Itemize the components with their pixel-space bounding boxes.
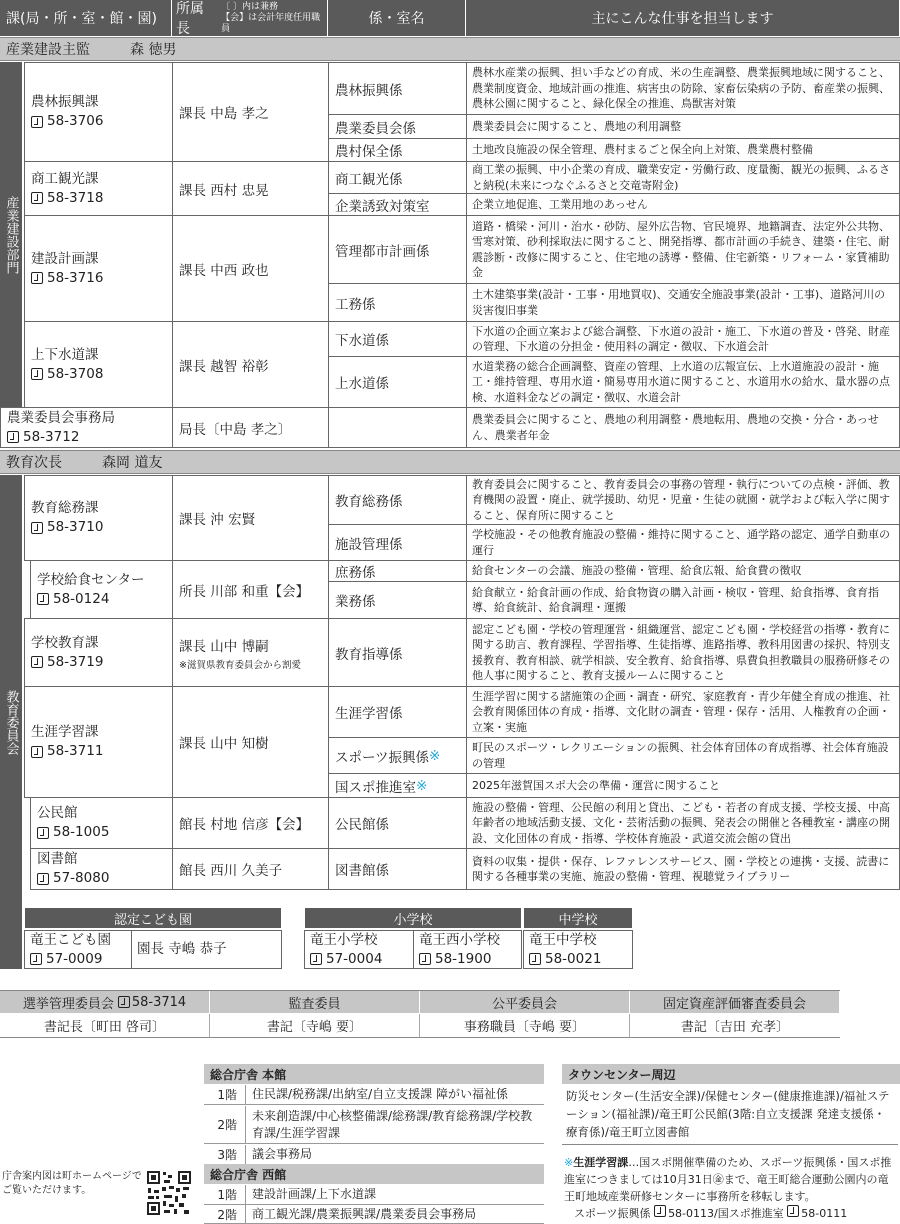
town-title-label: タウンセンター周辺 [568,1067,676,1082]
section-name: 公民館係 [335,817,389,833]
sec-gesui-2 [328,356,467,408]
floor-label: 1階 [204,1085,246,1104]
note-mark: ※ [416,777,428,794]
chief-gakko [172,618,329,687]
town-note-phone2: 58-0111 [801,1207,848,1220]
phone-row [37,590,166,609]
header-col-section [328,0,466,36]
floor-label: 2階 [204,1205,246,1223]
sec-gesui-1 [328,321,467,357]
phone-row [419,950,516,969]
section-name: 上水道係 [335,376,389,392]
phone-icon [31,746,43,758]
phone-icon [37,593,49,605]
committee-person: 書記長〔町田 啓司〕 [43,1020,166,1035]
school-name: 竜王中学校 [529,931,597,948]
phone-icon [310,953,322,965]
qr-code-icon[interactable] [146,1170,192,1216]
desc-nogyoiinkai [466,407,900,448]
chief-kyushoku [172,560,329,619]
chief-name: 所長 川部 和重【会】 [179,583,310,600]
sangyo-band-title: 産業建設主監 [6,42,90,58]
section-name: スポーツ振興係 [335,749,429,766]
dept-nogyoiinkai [0,407,173,448]
desc-shogai-1 [466,686,900,738]
phone-icon [30,953,42,965]
committee-person: 書記〔吉田 充孝〕 [680,1020,790,1035]
desc-gakko-1 [466,618,900,687]
kyoiku-vertical-label: 教育委員会 [0,475,22,969]
committee-name: 選挙管理委員会 [22,996,114,1012]
duties-text: 農業委員会に関すること、農地の利用調整 [472,119,681,133]
floor-rooms: 住民課/税務課/出納室/自立支援課 障がい福祉係 [252,1087,508,1101]
committee-header-3 [420,991,630,1013]
dept-name: 公民館 [37,805,78,821]
school-name: 竜王西小学校 [419,931,500,948]
header-chief-label: 所属長 [176,1,204,37]
sec-shoko-1 [328,161,467,194]
duties-text: 教育委員会に関すること、教育委員会の事務の管理・執行についての点検・評価、教育機関の設置・廃止、就学援助、幼児・児童・生徒の就園・就学および転入学に関すること、保育所に関すること [472,477,890,522]
desc-somu-1 [466,475,900,525]
town-note-phone1-label: スポーツ振興係 [574,1207,651,1220]
phone-number: 58-3718 [47,189,104,206]
school-name: 竜王小学校 [310,931,378,948]
committee-body-1 [0,1014,210,1038]
chief-name: 課長 越智 裕彰 [179,358,269,375]
phone-number: 57-8080 [53,870,110,886]
desc-kyushoku-2 [466,581,900,619]
phone-icon [118,996,130,1008]
chief-toshokan [172,848,329,890]
sangyo-band-name: 森 徳男 [130,42,177,58]
note-mark: ※ [564,1156,574,1169]
phone-number: 58-0021 [545,950,602,967]
dept-toshokan [30,848,173,890]
shogakko-header-label: 小学校 [393,912,433,928]
desc-shoko-1 [466,161,900,194]
qr-note: 庁舎案内図は町ホームページでご覧いただけます。 [2,1171,142,1196]
committee-body-4 [630,1014,840,1038]
floor-main-row-3 [204,1145,544,1165]
dept-gesui [24,321,173,408]
phone-icon [37,827,49,839]
chief-kensetsu [172,215,329,322]
chief-name: 課長 沖 宏賢 [179,512,256,528]
section-name: 庶務係 [335,565,376,581]
section-name: 生涯学習係 [335,706,403,722]
floor-west-title-label: 総合庁舎 西館 [210,1167,287,1182]
desc-kominkan-1 [466,797,900,849]
header-chief-note2: 【会】は会計年度任用職員 [221,12,321,34]
phone-icon [7,431,19,443]
header-col-dept [0,0,172,36]
phone-number: 58-1900 [435,950,492,967]
sec-kyushoku-2 [328,581,467,619]
committee-phone: 58-3714 [131,994,187,1010]
chugakko-header-label: 中学校 [558,912,598,928]
town-note-phone1: 58-0113 [668,1207,715,1220]
town-note-text: …国スポ開催準備のため、スポーツ振興係・国スポ推進室につきましては10月31日㊎まで、竜王町総合運動公園内の竜王町地域産業研修センターに事務所を移転します。 [564,1156,892,1203]
kyoiku-band-name: 森岡 道友 [102,455,163,471]
phone-icon [31,656,43,668]
dept-name: 農業委員会事務局 [7,409,115,426]
section-name: 管理都市計画係 [335,243,430,260]
chief-name: 館長 村地 信彦【会】 [179,817,310,833]
header-duties-label: 主にこんな仕事を担当します [591,11,774,27]
chief-name: 園長 寺嶋 恭子 [137,941,227,957]
shogakko-header [304,907,522,929]
duties-text: 2025年滋賀国スポ大会の準備・運営に関すること [472,778,720,792]
floor-rooms: 議会事務局 [252,1147,313,1161]
nintei-header-label: 認定こども園 [113,912,192,928]
duties-text: 町民のスポーツ・レクリエーションの振興、社会体育団体の育成指導、社会体育施設の管理 [472,741,889,770]
chief-somu [172,475,329,561]
dept-somu [24,475,173,561]
phone-icon [654,1205,666,1217]
sec-nogyoiinkai [328,407,467,448]
header-section-label: 係・室名 [368,11,425,27]
floor-rooms: 未来創造課/中心核整備課/総務課/教育総務課/学校教育課/生涯学習課 [252,1108,533,1140]
note-mark: ※ [428,747,441,764]
desc-shoko-2 [466,193,900,216]
duties-text: 土木建築事業(設計・工事・用地買収)、交通安全施設事業(設計・工事)、道路河川の災害復旧事業 [472,288,886,317]
town-body [562,1087,898,1145]
sec-somu-2 [328,524,467,561]
section-name: 図書館係 [335,863,389,879]
floor-main-row-1 [204,1085,544,1105]
dept-name: 図書館 [37,851,78,867]
chief-shogai [172,686,329,798]
chief-name: 課長 山中 博嗣 [179,638,269,655]
phone-number: 58-3710 [47,519,104,535]
sec-toshokan-1 [328,848,467,890]
section-name: 商工観光係 [335,171,403,188]
duties-text: 道路・橋梁・河川・治水・砂防、屋外広告物、官民境界、地籍調査、法定外公共物、雪寒対策、砂利採取法に関すること、開発指導、都市計画の手続き、建築・住宅、耐震診断・改修に関すること、住宅地の誘導・整備、住宅新築・リフォーム・家賃補助金 [472,219,890,279]
phone-icon [31,522,43,534]
committee-header-4 [630,991,840,1013]
phone-row [37,869,166,888]
town-note-title: 生涯学習課 [573,1156,629,1169]
town-note-phone2-label: /国スポ推進室 [714,1207,784,1220]
duties-text: 施設の整備・管理、公民館の利用と貸出、こども・若者の育成支援、学校支援、中高年齢者の地域活動支援、文化・芸術活動の振興、発表会の開催と各種教室・講座の開設、文化団体の育成・指導、学校体育施設・武道交流会館の貸出 [472,800,890,845]
floor-west-row-1 [204,1185,544,1205]
committee-person: 書記〔寺嶋 要〕 [266,1020,363,1035]
phone-row [310,950,408,969]
phone-number: 57-0009 [46,950,103,967]
sec-shogai-3 [328,773,467,798]
dept-name: 生涯学習課 [31,724,99,740]
header-dept-label: 課(局・所・室・館・園) [6,11,157,27]
chief-name: 課長 中西 政也 [179,262,269,279]
duties-text: 給食献立・給食計画の作成、給食物資の購入計画・検収・管理、給食指導、食育指導、給食統計、給食調理・運搬 [472,585,879,614]
phone-number: 57-0004 [326,950,383,967]
header-col-chief [172,0,328,36]
school-name: 竜王こども園 [30,931,111,948]
desc-toshokan-1 [466,848,900,890]
dept-kensetsu [24,215,173,322]
sec-shogai-2 [328,737,467,774]
committee-name: 固定資産評価審査委員会 [662,996,806,1012]
phone-icon [787,1205,799,1217]
committee-name: 監査委員 [288,996,341,1012]
committee-header-1 [0,991,210,1013]
section-name: 業務係 [335,594,376,610]
committee-body-2 [210,1014,420,1038]
chief-name: 課長 中島 孝之 [179,106,269,122]
desc-shogai-3 [466,773,900,798]
dept-name: 商工観光課 [31,170,99,187]
sec-somu-1 [328,475,467,525]
dept-name: 上下水道課 [31,346,99,363]
desc-somu-2 [466,524,900,561]
phone-row [31,742,166,761]
section-name: 農林振興係 [335,82,403,99]
phone-number: 58-0124 [53,590,110,607]
sec-kominkan-1 [328,797,467,849]
dept-shoko [24,161,173,216]
desc-kyushoku-1 [466,560,900,582]
header-col-duties [466,0,900,36]
phone-number: 58-3719 [47,653,104,670]
phone-icon [529,953,541,965]
chief-nourin [172,62,329,162]
town-body-text: 防災センター(生活安全課)/保健センター(健康推進課)/福祉ステーション(福祉課)/竜王町公民館(3階:自立支援課 発達支援係・療育係)/竜王町立図書館 [566,1089,890,1139]
dept-name: 建設計画課 [31,250,99,267]
chief-gesui [172,321,329,408]
phone-icon [31,116,43,128]
chugakko-header [523,907,633,929]
sangyo-vertical-label: 産業建設部門 [0,62,22,407]
desc-gesui-2 [466,356,900,408]
sec-gakko-1 [328,618,467,687]
phone-row [31,518,166,537]
sec-kensetsu-2 [328,283,467,322]
section-name: 教育総務係 [335,494,403,510]
floor-main-row-2 [204,1106,544,1144]
floor-main-title [204,1064,544,1084]
phone-icon [419,953,431,965]
section-name: 企業誘致対策室 [335,198,430,215]
chugakko-item-1 [523,930,633,969]
chief-nogyoiinkai [172,407,329,448]
phone-number: 58-3711 [47,743,104,759]
sec-shoko-2 [328,193,467,216]
dept-name: 学校給食センター [37,571,145,588]
floor-rooms: 商工観光課/農業振興課/農業委員会事務局 [252,1206,477,1221]
nintei-header [24,907,282,929]
phone-row [529,950,627,969]
sangyo-band [0,37,900,61]
floor-label: 2階 [204,1106,246,1143]
floor-west-row-2 [204,1205,544,1224]
floor-label: 3階 [204,1145,246,1164]
sec-kyushoku-1 [328,560,467,582]
duties-text: 認定こども園・学校の管理運営・組織運営、認定こども園・学校経営の指導・教育に関する助言、教育課程、学習指導、生徒指導、進路指導、教科用図書の採択、特別支援教育、教育相談、就学相談、安全教育、給食指導、県費負担教職員の服務研修その他人事に関すること、教育支援ルームに関すること [472,622,890,682]
sec-nourin-2 [328,114,467,139]
floor-west-title [204,1164,544,1184]
section-name: 農村保全係 [335,144,403,160]
sec-nourin-3 [328,138,467,162]
town-note [562,1154,898,1222]
chief-name: 課長 山中 知樹 [179,736,269,752]
phone-row [31,365,166,384]
duties-text: 農林水産業の振興、担い手などの育成、米の生産調整、農業振興地域に関すること、農業制度資金、地域計画の推進、病害虫の防除、家畜伝染病の予防、畜産業の振興、農林公園に関すること、緑化保全の推進、鳥獣害対策 [472,66,890,111]
committee-person: 事務職員〔寺嶋 要〕 [463,1020,586,1035]
phone-number: 58-1005 [53,824,110,840]
header-chief-note1: 〔 〕内は兼務 [221,1,279,12]
shogakko-item-1 [304,930,414,969]
duties-text: 資料の収集・提供・保存、レファレンスサービス、園・学校との連携・支援、読書に関する各種事業の実施、施設の整備・管理、視聴覚ライブラリー [472,854,890,883]
sec-nourin-1 [328,62,467,115]
desc-nourin-1 [466,62,900,115]
floor-label: 1階 [204,1185,246,1204]
kyoiku-band-title: 教育次長 [6,455,62,471]
dept-shogai [24,686,173,798]
phone-icon [31,368,43,380]
duties-text: 生涯学習に関する諸施策の企画・調査・研究、家庭教育・青少年健全育成の推進、社会教育関係団体の育成・指導、文化財の調査・管理・保存・活用、人権教育の企画・立案・実施 [472,689,890,734]
sec-shogai-1 [328,686,467,738]
desc-nourin-3 [466,138,900,162]
desc-kensetsu-1 [466,215,900,284]
phone-row [31,269,166,288]
chief-kominkan [172,797,329,849]
nintei-chief [131,930,282,969]
chief-note: ※滋賀県教育委員会から割愛 [179,659,301,671]
dept-kominkan [30,797,173,849]
section-name: 施設管理係 [335,536,403,553]
phone-icon [31,272,43,284]
section-name: 国スポ推進室 [335,779,416,796]
kyoiku-band [0,450,900,474]
committee-name: 公平委員会 [491,996,557,1012]
phone-number: 58-3712 [23,428,80,445]
section-name: 工務係 [335,296,376,313]
dept-nourin [24,62,173,162]
duties-text: 学校施設・その他教育施設の整備・維持に関すること、通学路の認定、通学自動車の運行 [472,528,890,557]
phone-row [31,189,166,208]
dept-gakko [24,618,173,687]
chief-name: 課長 西村 忠晃 [179,182,269,199]
dept-name: 教育総務課 [31,500,99,516]
duties-text: 商工業の振興、中小企業の育成、職業安定・労働行政、度量衡、観光の振興、ふるさと納税(未来につなぐふるさと交竜寄附金) [472,163,890,192]
chief-name: 館長 西川 久美子 [179,863,283,879]
chief-name: 局長〔中島 孝之〕 [179,421,292,438]
duties-text: 土地改良施設の保全管理、農村まるごと保全向上対策、農業農村整備 [472,143,813,157]
duties-text: 給食センターの会議、施設の整備・管理、給食広報、給食費の徴収 [472,564,802,578]
phone-number: 58-3708 [47,365,104,382]
desc-gesui-1 [466,321,900,357]
section-name: 農業委員会係 [335,120,416,137]
phone-icon [37,873,49,885]
phone-number: 58-3706 [47,113,104,129]
duties-text: 下水道の企画立案および総合調整、下水道の設計・施工、下水道の普及・啓発、財産の管理、下水道の分担金・使用料の調定・徴収、下水道会計 [472,324,890,353]
dept-kyushoku [30,560,173,619]
dept-name: 学校教育課 [31,634,99,651]
committee-body-3 [420,1014,630,1038]
phone-row [31,653,166,672]
dept-name: 農林振興課 [31,94,99,110]
desc-kensetsu-2 [466,283,900,322]
duties-text: 農業委員会に関すること、農地の利用調整・農地転用、農地の交換・分合・あっせん、農業者年金 [472,413,879,442]
shogakko-item-2 [413,930,522,969]
nintei-school [24,930,132,969]
desc-shogai-2 [466,737,900,774]
floor-main-title-label: 総合庁舎 本館 [210,1067,287,1082]
phone-row [30,950,126,969]
phone-number: 58-3716 [47,269,104,286]
phone-row [7,428,166,447]
committee-header-2 [210,991,420,1013]
floor-rooms: 建設計画課/上下水道課 [252,1187,377,1201]
section-name: 教育指導係 [335,646,403,663]
duties-text: 企業立地促進、工業用地のあっせん [472,197,648,211]
town-title [562,1064,900,1084]
phone-row [37,823,166,842]
sec-kensetsu-1 [328,215,467,284]
duties-text: 水道業務の総合企画調整、資産の管理、上水道の広報宣伝、上水道施設の設計・施工・維持管理、専用水道・簡易専用水道に関すること、水道用水の給水、量水器の点検、水道料金などの調定・徴収、水道会計 [472,359,890,404]
section-name: 下水道係 [335,333,389,349]
phone-row [31,112,166,131]
phone-icon [31,192,43,204]
desc-nourin-2 [466,114,900,139]
chief-shoko [172,161,329,216]
